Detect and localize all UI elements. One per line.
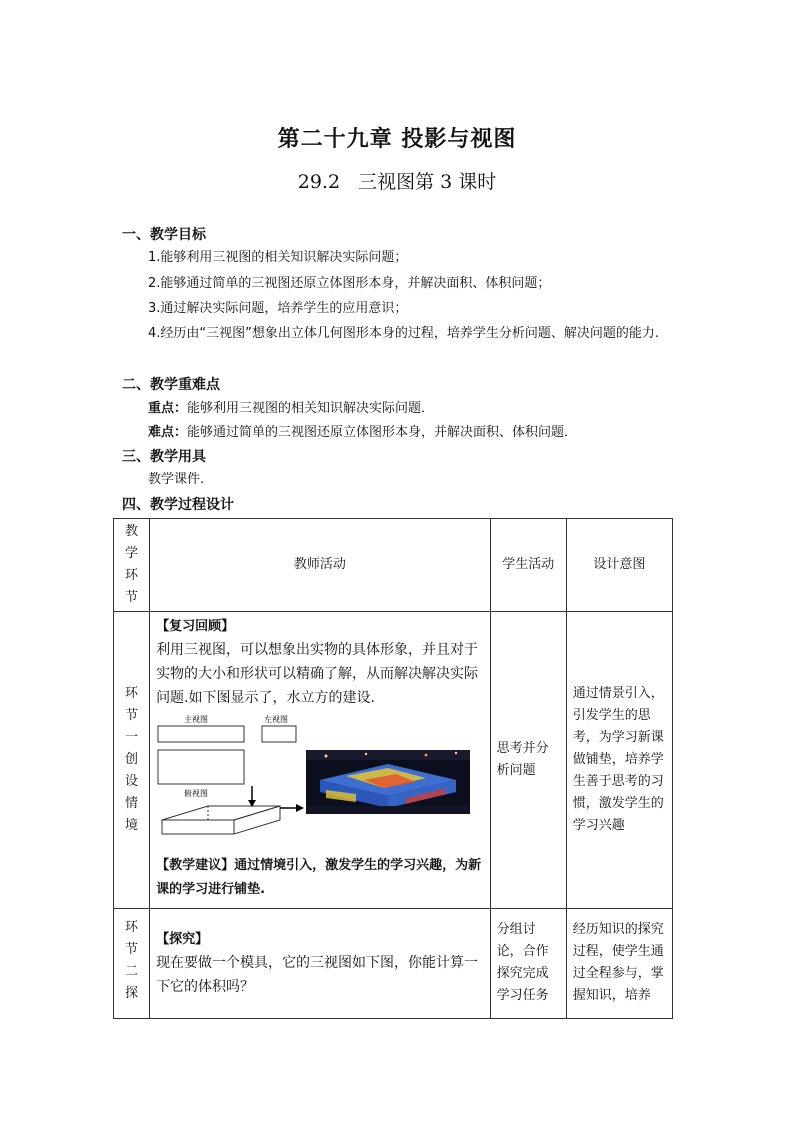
header-teacher: 教师活动 [150, 519, 491, 612]
header-stage: 教 学 环 节 [114, 519, 150, 612]
header-intent: 设计意图 [566, 519, 672, 612]
left-view-drawing [260, 714, 312, 754]
explore-label: 【探究】 [156, 932, 209, 947]
table-row [114, 909, 673, 1019]
row2-student: 分组讨论，合作探究完成学习任务 [490, 909, 566, 1019]
header-student: 学生活动 [490, 519, 566, 612]
row2-stage: 环 节 二 探 [114, 909, 150, 1019]
box-top-face [162, 806, 280, 820]
process-table [113, 518, 673, 1019]
review-text: 利用三视图，可以想象出实物的具体形象，并且对于实物的大小和形状可以精确了解，从而解决解决实际问题.如下图显示了，水立方的建设. [156, 642, 479, 706]
section-process-heading: 四、教学过程设计 [122, 497, 234, 513]
lesson-title [0, 167, 794, 194]
tools-text: 教学课件. [148, 472, 205, 487]
goal-item: 1.能够利用三视图的相关知识解决实际问题； [148, 250, 408, 265]
top-view-rect [158, 750, 244, 784]
top-view-label: 俯视图 [184, 789, 209, 798]
row2-intent: 经历知识的探究过程，使学生通过全程参与，掌握知识，培养 [566, 909, 672, 1019]
section-tools-heading: 三、教学用具 [122, 449, 206, 465]
row1-teacher [150, 612, 491, 909]
box-front-face [162, 820, 234, 834]
difficulty-label: 难点： [148, 425, 188, 440]
section-goals-heading: 一、教学目标 [122, 227, 206, 243]
left-view-rect [262, 726, 296, 742]
focus-text: 能够利用三视图的相关知识解决实际问题． [187, 401, 435, 416]
left-view-label: 左视图 [264, 715, 289, 724]
front-view-rect [158, 726, 244, 742]
focus-line [148, 399, 434, 419]
table-header-row [114, 519, 673, 612]
row1-intent: 通过情景引入，引发学生的思考，为学习新课做铺垫，培养学生善于思考的习惯，激发学生的学习兴趣 [566, 612, 672, 909]
suggestion [156, 854, 484, 902]
row1-stage: 环 节 一 创 设 情 境 [114, 612, 150, 909]
front-view-label: 主视图 [184, 715, 209, 724]
lesson-name: 三视图第 3 课时 [358, 171, 497, 193]
difficulty-text: 能够通过简单的三视图还原立体图形本身，并解决面积、体积问题． [187, 425, 578, 440]
three-view-diagram [156, 710, 484, 850]
row1-student: 思考并分析问题 [490, 612, 566, 909]
page-title: 第二十九章 投影与视图 [277, 127, 517, 152]
water-cube-photo [306, 750, 470, 814]
goal-item: 2.能够通过简单的三视图还原立体图形本身，并解决面积、体积问题； [148, 276, 551, 291]
explore-text: 现在要做一个模具，它的三视图如下图，你能计算一下它的体积吗？ [156, 955, 479, 995]
difficulty-line [148, 423, 577, 443]
suggestion-text: 通过情境引入，激发学生的学习兴趣，为新课的学习进行铺垫. [156, 858, 482, 897]
arrow-right [278, 800, 308, 816]
focus-label: 重点： [148, 401, 188, 416]
suggestion-label: 【教学建议】 [156, 858, 235, 873]
section-keypoints-heading: 二、教学重难点 [122, 377, 220, 393]
row2-teacher [150, 909, 491, 1019]
box-side-face [234, 806, 280, 834]
goal-item: 3.通过解决实际问题，培养学生的应用意识； [148, 301, 408, 316]
water-cube-image [306, 750, 470, 814]
review-label: 【复习回顾】 [156, 619, 235, 634]
lesson-number: 29.2 [297, 171, 341, 193]
goal-item: 4.经历由“三视图”想象出立体几何图形本身的过程，培养学生分析问题、解决问题的能力. [148, 326, 660, 341]
table-row [114, 612, 673, 909]
